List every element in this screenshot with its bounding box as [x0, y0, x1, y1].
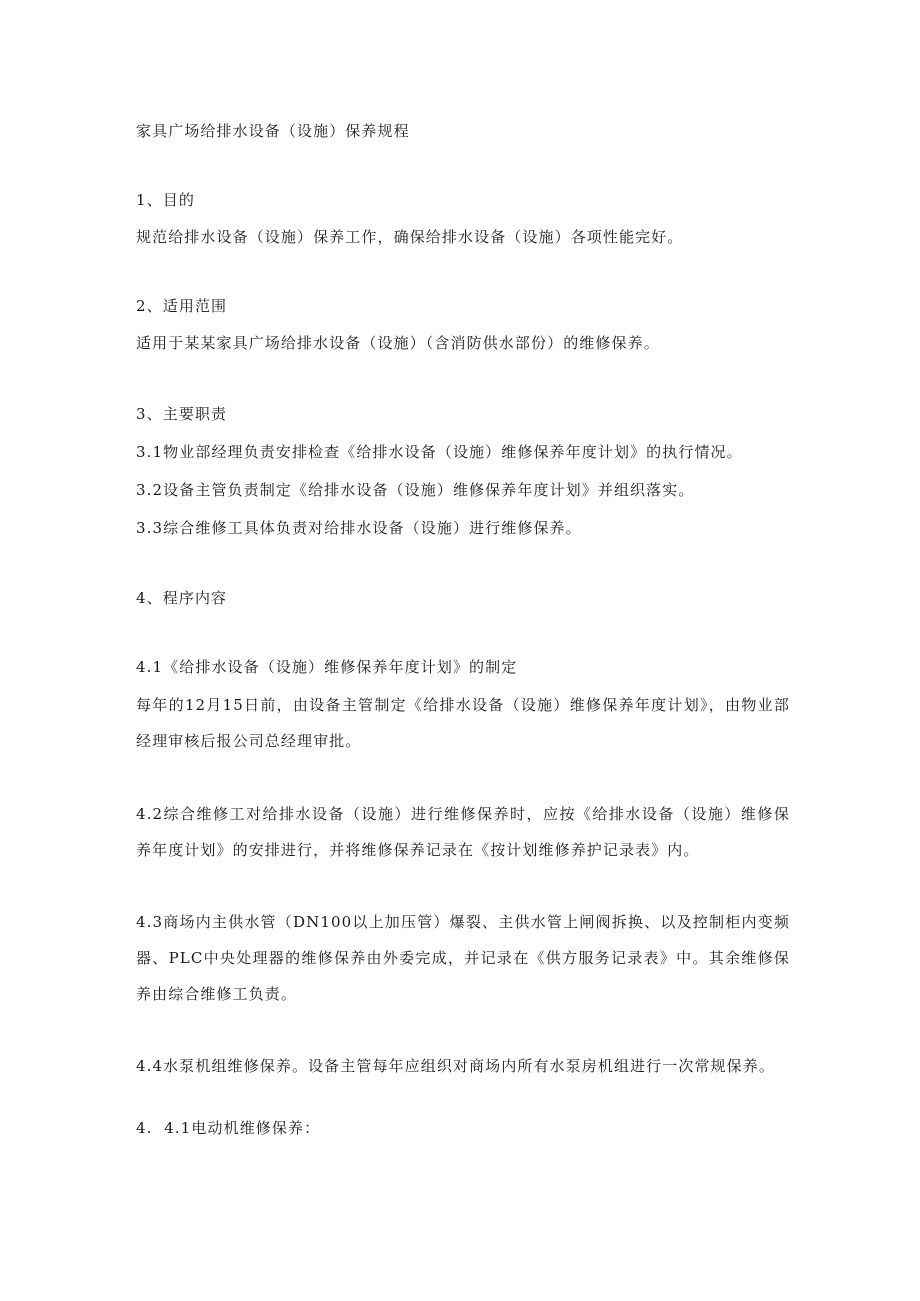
- section-3-heading: 3、主要职责: [136, 405, 228, 423]
- section-3-item-1: 3.1物业部经理负责安排检查《给排水设备（设施）维修保养年度计划》的执行情况。: [136, 443, 743, 461]
- section-3-item-2: 3.2设备主管负责制定《给排水设备（设施）维修保养年度计划》并组织落实。: [136, 481, 695, 499]
- section-3-item-3: 3.3综合维修工具体负责对给排水设备（设施）进行维修保养。: [136, 519, 582, 537]
- section-4-4-paragraph: 4.4水泵机组维修保养。设备主管每年应组织对商场内所有水泵房机组进行一次常规保养。: [136, 1057, 775, 1075]
- section-4-1-heading: 4.1《给排水设备（设施）维修保养年度计划》的制定: [136, 658, 518, 676]
- document-title: 家具广场给排水设备（设施）保养规程: [136, 122, 410, 140]
- section-1-body: 规范给排水设备（设施）保养工作，确保给排水设备（设施）各项性能完好。: [136, 228, 684, 246]
- section-4-heading: 4、程序内容: [136, 589, 228, 607]
- section-2-body: 适用于某某家具广场给排水设备（设施）（含消防供水部份）的维修保养。: [136, 334, 660, 352]
- section-4-2-paragraph: 4.2综合维修工对给排水设备（设施）进行维修保养时，应按《给排水设备（设施）维修保养年度计划》的安排进行，并将维修保养记录在《按计划维修养护记录表》内。: [136, 805, 790, 859]
- section-4-1-body: 每年的12月15日前，由设备主管制定《给排水设备（设施）维修保养年度计划》，由物业部经理审核后报公司总经理审批。: [136, 696, 790, 750]
- section-4-3-paragraph: 4.3商场内主供水管（DN100以上加压管）爆裂、主供水管上闸阀拆换、以及控制柜内变频器、PLC中央处理器的维修保养由外委完成，并记录在《供方服务记录表》中。其余维修保养由综合维修工负责。: [136, 913, 790, 1003]
- section-4-4-1-heading: 4. 4.1电动机维修保养：: [136, 1119, 321, 1137]
- section-1-heading: 1、目的: [136, 191, 195, 209]
- section-2-heading: 2、适用范围: [136, 297, 228, 315]
